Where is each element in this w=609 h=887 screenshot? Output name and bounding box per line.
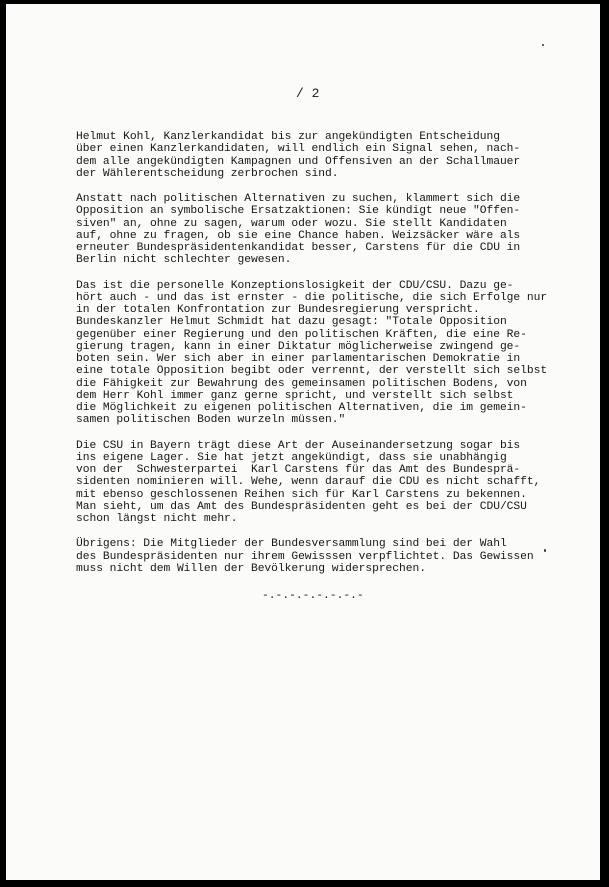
text-line: auf, ohne zu fragen, ob sie eine Chance haben. Weizsäcker wäre als [76,229,521,242]
text-line: Man sieht, um das Amt des Bundespräsidenten geht es bei der CDU/CSU [76,500,527,513]
text-line: von der Schwesterpartei Karl Carstens für das Amt des Bundesprä- [76,464,521,476]
text-line: siven" an, ohne zu sagen, warum oder wozu. Sie stellt Kandidaten [76,217,507,230]
body-text [76,131,596,588]
paragraph-4 [76,440,596,526]
text-line: schon längst nicht mehr. [76,513,238,525]
text-line: Opposition an symbolische Ersatzaktionen: Sie kündigt neue "Offen- [76,205,521,218]
text-line: mit ebenso geschlossenen Reihen sich für Karl Carstens zu bekennen. [76,488,527,501]
text-line: hört auch - und das ist ernster - die politische, die sich Erfolge nur [76,291,548,304]
scan-speck [544,549,546,552]
scan-speck [542,44,544,46]
text-line: gegenüber einer Regierung und den politischen Kräften, die eine Re- [76,328,527,341]
text-line: in der totalen Konfrontation zur Bundesregierung verspricht. [76,304,480,316]
closing-mark: -.-.-.-.-.-.-.- [262,590,364,602]
text-line: samen politischen Boden wurzeln müssen." [76,414,346,427]
document-page [6,4,600,880]
paragraph-2 [76,193,596,267]
text-line: Die CSU in Bayern trägt diese Art der Auseinandersetzung sogar bis [76,439,521,452]
text-line: muss nicht dem Willen der Bevölkerung widersprechen. [76,562,426,575]
text-line: Bundeskanzler Helmut Schmidt hat dazu gesagt: "Totale Opposition [76,316,507,329]
paragraph-3 [76,280,596,427]
text-line: ins eigene Lager. Sie hat jetzt angekündigt, dass sie unabhängig [76,451,507,464]
paragraph-5 [76,538,596,575]
text-line: der Wählerentscheidung zerbrochen sind. [76,167,339,180]
text-line: boten sein. Wer sich aber in einer parlamentarischen Demokratie in [76,353,521,365]
text-line: des Bundespräsidenten nur ihrem Gewisssen verpflichtet. Das Gewissen [76,550,534,563]
text-line: Das ist die personelle Konzeptionslosigkeit der CDU/CSU. Dazu ge- [76,279,514,292]
text-line: dem Herr Kohl immer ganz gerne spricht, und verstellt sich selbst [76,389,514,402]
text-line: gierung tragen, kann in einer Diktatur möglicherweise zwingend ge- [76,340,521,353]
paragraph-1 [76,131,596,180]
text-line: die Fähigkeit zur Bewahrung des gemeinsamen politischen Bodens, von [76,377,527,390]
text-line: dem alle angekündigten Kampagnen und Offensiven an der Schallmauer [76,155,521,168]
text-line: Helmut Kohl, Kanzlerkandidat bis zur angekündigten Entscheidung [76,131,500,143]
text-line: Anstatt nach politischen Alternativen zu suchen, klammert sich die [76,193,521,205]
text-line: über einen Kanzlerkandidaten, will endlich ein Signal sehen, nach- [76,143,521,156]
text-line: sidenten nominieren will. Wehe, wenn darauf die CDU es nicht schafft, [76,476,541,489]
text-line: erneuter Bundespräsidentenkandidat besser, Carstens für die CDU in [76,242,521,254]
text-line: Berlin nicht schlechter gewesen. [76,254,292,267]
page-number: / 2 [296,86,320,101]
text-line: Übrigens: Die Mitglieder der Bundesversammlung sind bei der Wahl [76,538,507,551]
text-line: eine totale Opposition begibt oder verrennt, der verstellt sich selbst [76,365,548,378]
text-line: die Möglichkeit zu eigenen politischen Alternativen, die im gemein- [76,402,527,414]
